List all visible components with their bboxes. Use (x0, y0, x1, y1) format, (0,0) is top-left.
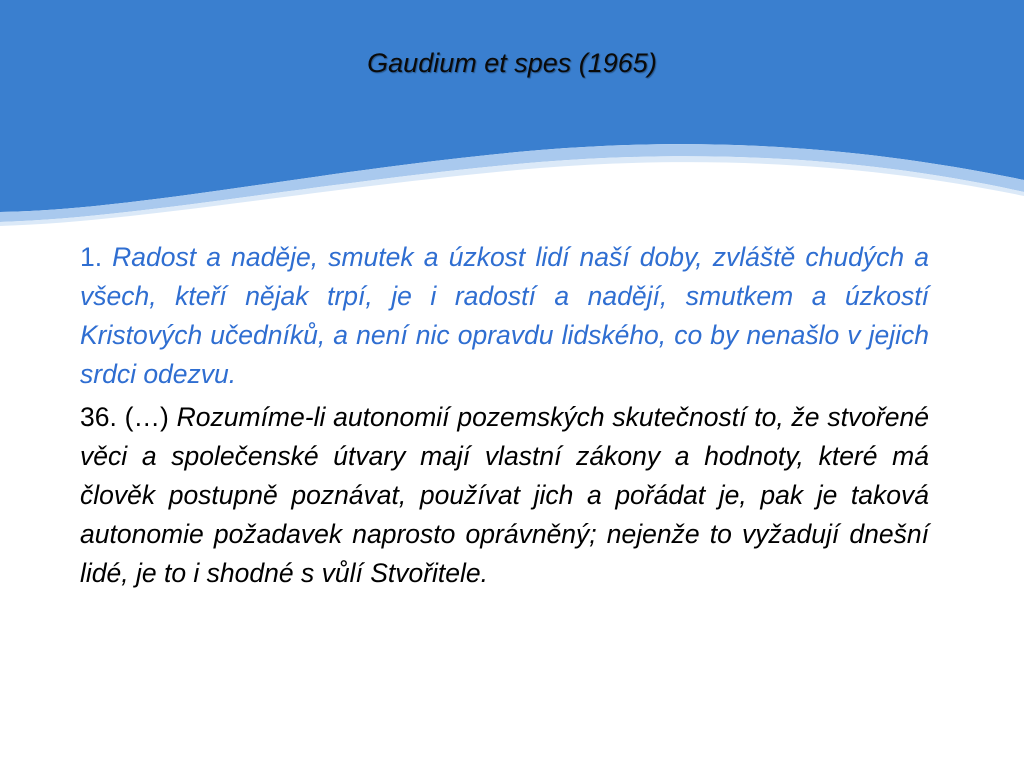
paragraph-2-number: 36. (80, 402, 117, 432)
paragraph-1-number: 1. (80, 242, 103, 272)
paragraph-2-prefix: (…) (124, 402, 169, 432)
paragraph-1-text: Radost a naděje, smutek a úzkost lidí naší doby, zvláště chudých a všech, kteří nějak trpí, je i radostí a nadějí, smutkem a úzkostí Kristových učedníků, a není nic opravdu lidského, co by nenašlo v jejich srdci odezvu. (80, 242, 929, 389)
header-banner-fill (0, 0, 1024, 212)
header-banner (0, 0, 1024, 230)
slide-body (80, 238, 929, 593)
slide-title: Gaudium et spes (1965) (367, 48, 657, 78)
paragraph-1 (80, 238, 929, 394)
paragraph-2-text: Rozumíme-li autonomií pozemských skutečností to, že stvořené věci a společenské útvary mají vlastní zákony a hodnoty, které má člověk postupně poznávat, používat jich a pořádat je, pak je taková autonomie požadavek naprosto oprávněný; nejenže to vyžadují dnešní lidé, je to i shodné s vůlí Stvořitele. (80, 402, 929, 588)
paragraph-2 (80, 398, 929, 593)
